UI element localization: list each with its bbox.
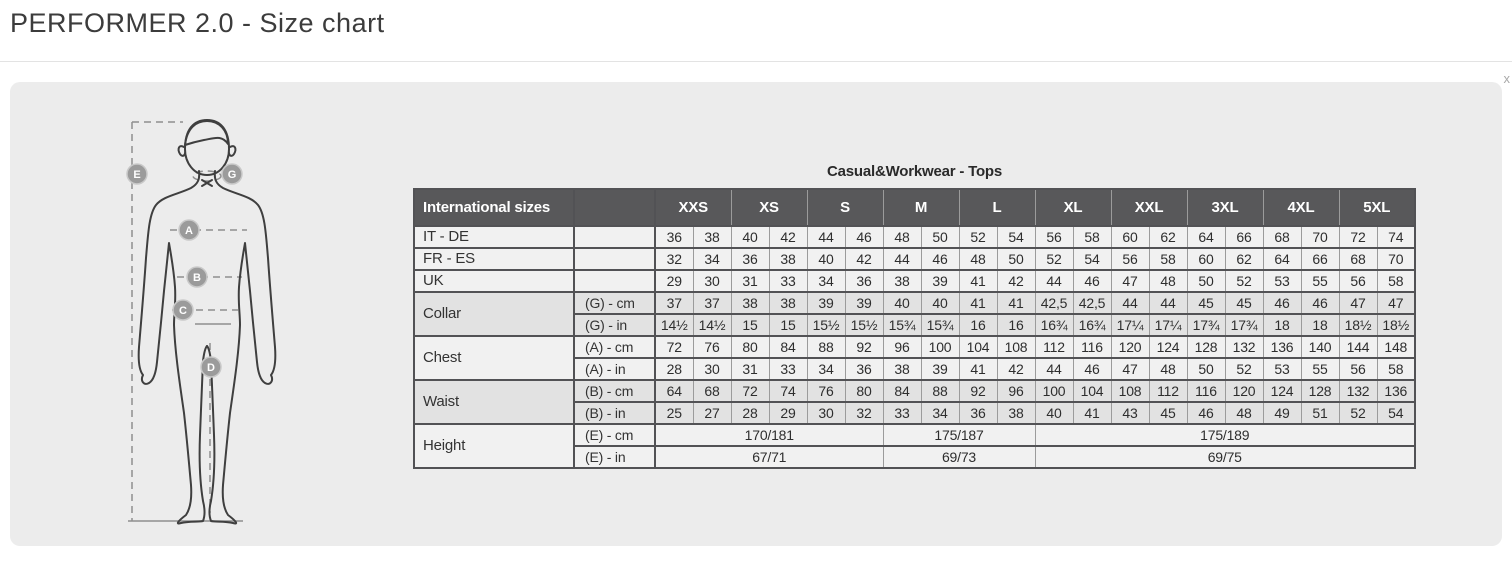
- size-value: 32: [845, 402, 883, 424]
- size-value: 42: [769, 226, 807, 248]
- size-value: 41: [959, 358, 997, 380]
- size-value: 34: [921, 402, 959, 424]
- size-value: 14½: [655, 314, 693, 336]
- size-value: 55: [1301, 270, 1339, 292]
- size-value: 37: [693, 292, 731, 314]
- size-value: 30: [693, 270, 731, 292]
- size-value: 58: [1149, 248, 1187, 270]
- size-value: 45: [1225, 292, 1263, 314]
- size-value: 32: [655, 248, 693, 270]
- height-span-value: 170/181: [655, 424, 883, 446]
- size-value: 60: [1187, 248, 1225, 270]
- size-value: 62: [1225, 248, 1263, 270]
- size-value: 17¼: [1111, 314, 1149, 336]
- size-value: 124: [1263, 380, 1301, 402]
- size-value: 33: [769, 358, 807, 380]
- size-value: 116: [1073, 336, 1111, 358]
- size-value: 52: [1225, 270, 1263, 292]
- size-value: 38: [997, 402, 1035, 424]
- size-value: 74: [769, 380, 807, 402]
- marker-letter: G: [227, 169, 237, 181]
- size-value: 40: [883, 292, 921, 314]
- size-value: 34: [693, 248, 731, 270]
- size-value: 31: [731, 358, 769, 380]
- marker-letter: D: [207, 362, 215, 374]
- size-value: 124: [1149, 336, 1187, 358]
- size-value: 48: [883, 226, 921, 248]
- size-column-header: M: [883, 189, 959, 226]
- size-value: 28: [731, 402, 769, 424]
- size-value: 108: [1111, 380, 1149, 402]
- row-group-label: Collar: [414, 292, 574, 336]
- size-value: 100: [1035, 380, 1073, 402]
- table-corner-label: International sizes: [414, 189, 574, 226]
- row-sub-label: (G) - cm: [574, 292, 655, 314]
- marker-letter: A: [185, 225, 193, 237]
- size-value: 43: [1111, 402, 1149, 424]
- size-value: 29: [769, 402, 807, 424]
- size-column-header: XXL: [1111, 189, 1187, 226]
- size-value: 41: [997, 292, 1035, 314]
- measure-marker-g: [222, 164, 242, 184]
- size-value: 80: [845, 380, 883, 402]
- row-group-label: Height: [414, 424, 574, 468]
- size-value: 33: [769, 270, 807, 292]
- measure-marker-e: [127, 164, 147, 184]
- size-column-header: 5XL: [1339, 189, 1415, 226]
- size-value: 15½: [845, 314, 883, 336]
- size-value: 66: [1301, 248, 1339, 270]
- size-value: 17¾: [1225, 314, 1263, 336]
- size-value: 47: [1111, 358, 1149, 380]
- size-column-header: XXS: [655, 189, 731, 226]
- size-value: 68: [1339, 248, 1377, 270]
- marker-letter: E: [133, 169, 141, 181]
- size-value: 50: [997, 248, 1035, 270]
- size-value: 51: [1301, 402, 1339, 424]
- size-value: 72: [655, 336, 693, 358]
- size-value: 46: [921, 248, 959, 270]
- table-caption: Casual&Workwear - Tops: [826, 163, 1003, 180]
- size-value: 66: [1225, 226, 1263, 248]
- size-value: 15½: [807, 314, 845, 336]
- table-header-row: [414, 189, 1415, 226]
- table-row: [414, 424, 1415, 446]
- measure-marker-c: [173, 300, 193, 320]
- size-value: 88: [807, 336, 845, 358]
- size-value: 45: [1149, 402, 1187, 424]
- size-value: 112: [1035, 336, 1073, 358]
- row-sub-label: (E) - in: [574, 446, 655, 468]
- height-span-value: 67/71: [655, 446, 883, 468]
- size-value: 42,5: [1073, 292, 1111, 314]
- size-value: 38: [769, 292, 807, 314]
- size-value: 47: [1377, 292, 1415, 314]
- size-value: 52: [1035, 248, 1073, 270]
- size-value: 30: [807, 402, 845, 424]
- size-value: 42,5: [1035, 292, 1073, 314]
- size-column-header: XL: [1035, 189, 1111, 226]
- size-value: 39: [921, 270, 959, 292]
- size-value: 39: [921, 358, 959, 380]
- size-value: 36: [845, 270, 883, 292]
- size-value: 46: [1301, 292, 1339, 314]
- size-value: 17¼: [1149, 314, 1187, 336]
- size-value: 58: [1073, 226, 1111, 248]
- size-value: 46: [1073, 358, 1111, 380]
- size-value: 64: [655, 380, 693, 402]
- size-value: 84: [769, 336, 807, 358]
- size-value: 54: [1073, 248, 1111, 270]
- size-value: 15¾: [883, 314, 921, 336]
- size-value: 76: [807, 380, 845, 402]
- size-value: 128: [1301, 380, 1339, 402]
- table-row: [414, 226, 1415, 248]
- size-value: 34: [807, 270, 845, 292]
- size-value: 58: [1377, 270, 1415, 292]
- title-divider: [0, 61, 1512, 62]
- size-value: 47: [1111, 270, 1149, 292]
- size-value: 44: [883, 248, 921, 270]
- page-title: PERFORMER 2.0 - Size chart: [10, 8, 385, 38]
- size-column-header: 4XL: [1263, 189, 1339, 226]
- size-value: 136: [1377, 380, 1415, 402]
- size-value: 74: [1377, 226, 1415, 248]
- table-row: [414, 336, 1415, 358]
- size-value: 88: [921, 380, 959, 402]
- size-value: 38: [883, 270, 921, 292]
- size-value: 18½: [1339, 314, 1377, 336]
- size-value: 16¾: [1073, 314, 1111, 336]
- size-value: 68: [1263, 226, 1301, 248]
- measure-marker-d: [201, 357, 221, 377]
- size-value: 40: [921, 292, 959, 314]
- row-sub-label: (G) - in: [574, 314, 655, 336]
- size-value: 52: [959, 226, 997, 248]
- size-value: 38: [769, 248, 807, 270]
- size-value: 44: [1111, 292, 1149, 314]
- size-value: 92: [959, 380, 997, 402]
- row-group-label: Chest: [414, 336, 574, 380]
- size-value: 38: [693, 226, 731, 248]
- size-value: 92: [845, 336, 883, 358]
- size-value: 16¾: [1035, 314, 1073, 336]
- size-value: 31: [731, 270, 769, 292]
- size-value: 53: [1263, 270, 1301, 292]
- size-value: 16: [959, 314, 997, 336]
- size-value: 42: [997, 358, 1035, 380]
- size-value: 38: [731, 292, 769, 314]
- size-value: 44: [1035, 358, 1073, 380]
- size-value: 40: [1035, 402, 1073, 424]
- size-value: 42: [997, 270, 1035, 292]
- size-value: 84: [883, 380, 921, 402]
- size-value: 40: [731, 226, 769, 248]
- size-value: 56: [1035, 226, 1073, 248]
- size-value: 41: [1073, 402, 1111, 424]
- size-value: 36: [655, 226, 693, 248]
- size-value: 116: [1187, 380, 1225, 402]
- row-sub-empty: [574, 226, 655, 248]
- size-value: 100: [921, 336, 959, 358]
- size-value: 148: [1377, 336, 1415, 358]
- size-value: 104: [959, 336, 997, 358]
- size-value: 15: [769, 314, 807, 336]
- size-value: 46: [845, 226, 883, 248]
- size-value: 104: [1073, 380, 1111, 402]
- size-value: 25: [655, 402, 693, 424]
- size-value: 17¾: [1187, 314, 1225, 336]
- height-span-value: 175/187: [883, 424, 1035, 446]
- size-value: 48: [1149, 270, 1187, 292]
- size-value: 49: [1263, 402, 1301, 424]
- size-value: 48: [959, 248, 997, 270]
- size-value: 120: [1225, 380, 1263, 402]
- size-value: 64: [1187, 226, 1225, 248]
- size-value: 56: [1111, 248, 1149, 270]
- size-value: 80: [731, 336, 769, 358]
- height-span-value: 69/73: [883, 446, 1035, 468]
- row-label: UK: [414, 270, 574, 292]
- size-value: 15¾: [921, 314, 959, 336]
- size-value: 60: [1111, 226, 1149, 248]
- size-value: 96: [883, 336, 921, 358]
- body-measurement-diagram: [95, 95, 345, 540]
- size-value: 41: [959, 270, 997, 292]
- row-sub-label: (A) - cm: [574, 336, 655, 358]
- size-value: 18½: [1377, 314, 1415, 336]
- row-sub-label: (B) - cm: [574, 380, 655, 402]
- size-value: 46: [1073, 270, 1111, 292]
- marker-letter: B: [193, 272, 201, 284]
- size-value: 36: [731, 248, 769, 270]
- row-sub-label: (A) - in: [574, 358, 655, 380]
- measure-marker-a: [179, 220, 199, 240]
- size-value: 48: [1149, 358, 1187, 380]
- size-value: 29: [655, 270, 693, 292]
- size-value: 52: [1339, 402, 1377, 424]
- size-value: 47: [1339, 292, 1377, 314]
- row-label: IT - DE: [414, 226, 574, 248]
- row-sub-label: (E) - cm: [574, 424, 655, 446]
- size-value: 14½: [693, 314, 731, 336]
- size-value: 72: [731, 380, 769, 402]
- size-value: 44: [1149, 292, 1187, 314]
- size-value: 70: [1301, 226, 1339, 248]
- size-value: 37: [655, 292, 693, 314]
- size-value: 46: [1263, 292, 1301, 314]
- row-sub-empty: [574, 248, 655, 270]
- size-value: 72: [1339, 226, 1377, 248]
- size-value: 50: [921, 226, 959, 248]
- size-value: 56: [1339, 358, 1377, 380]
- size-value: 16: [997, 314, 1035, 336]
- size-value: 50: [1187, 270, 1225, 292]
- table-row: [414, 292, 1415, 314]
- size-value: 136: [1263, 336, 1301, 358]
- size-column-header: S: [807, 189, 883, 226]
- size-value: 48: [1225, 402, 1263, 424]
- size-value: 76: [693, 336, 731, 358]
- size-value: 27: [693, 402, 731, 424]
- size-value: 34: [807, 358, 845, 380]
- size-value: 38: [883, 358, 921, 380]
- size-value: 28: [655, 358, 693, 380]
- size-value: 108: [997, 336, 1035, 358]
- height-span-value: 69/75: [1035, 446, 1415, 468]
- measure-marker-b: [187, 267, 207, 287]
- table-row: [414, 248, 1415, 270]
- size-value: 55: [1301, 358, 1339, 380]
- size-value: 120: [1111, 336, 1149, 358]
- size-column-header: 3XL: [1187, 189, 1263, 226]
- size-value: 140: [1301, 336, 1339, 358]
- size-column-header: XS: [731, 189, 807, 226]
- size-value: 128: [1187, 336, 1225, 358]
- size-value: 96: [997, 380, 1035, 402]
- size-value: 68: [693, 380, 731, 402]
- size-value: 18: [1263, 314, 1301, 336]
- row-label: FR - ES: [414, 248, 574, 270]
- size-value: 36: [845, 358, 883, 380]
- size-value: 15: [731, 314, 769, 336]
- row-sub-empty: [574, 270, 655, 292]
- size-value: 58: [1377, 358, 1415, 380]
- size-value: 41: [959, 292, 997, 314]
- size-value: 50: [1187, 358, 1225, 380]
- size-value: 64: [1263, 248, 1301, 270]
- size-value: 54: [997, 226, 1035, 248]
- size-value: 54: [1377, 402, 1415, 424]
- size-column-header: L: [959, 189, 1035, 226]
- row-group-label: Waist: [414, 380, 574, 424]
- size-value: 53: [1263, 358, 1301, 380]
- size-value: 52: [1225, 358, 1263, 380]
- size-value: 46: [1187, 402, 1225, 424]
- table-row: [414, 380, 1415, 402]
- size-value: 39: [845, 292, 883, 314]
- size-value: 40: [807, 248, 845, 270]
- height-span-value: 175/189: [1035, 424, 1415, 446]
- close-icon[interactable]: x: [1503, 71, 1510, 86]
- size-value: 44: [807, 226, 845, 248]
- size-value: 45: [1187, 292, 1225, 314]
- size-value: 39: [807, 292, 845, 314]
- size-value: 30: [693, 358, 731, 380]
- size-value: 36: [959, 402, 997, 424]
- size-value: 42: [845, 248, 883, 270]
- size-value: 44: [1035, 270, 1073, 292]
- size-value: 62: [1149, 226, 1187, 248]
- size-value: 33: [883, 402, 921, 424]
- size-value: 112: [1149, 380, 1187, 402]
- size-value: 70: [1377, 248, 1415, 270]
- marker-letter: C: [179, 305, 187, 317]
- size-value: 56: [1339, 270, 1377, 292]
- size-value: 132: [1225, 336, 1263, 358]
- row-sub-label: (B) - in: [574, 402, 655, 424]
- table-corner-empty: [574, 189, 655, 226]
- size-value: 18: [1301, 314, 1339, 336]
- size-value: 132: [1339, 380, 1377, 402]
- size-value: 144: [1339, 336, 1377, 358]
- table-row: [414, 270, 1415, 292]
- size-table: [413, 188, 1416, 469]
